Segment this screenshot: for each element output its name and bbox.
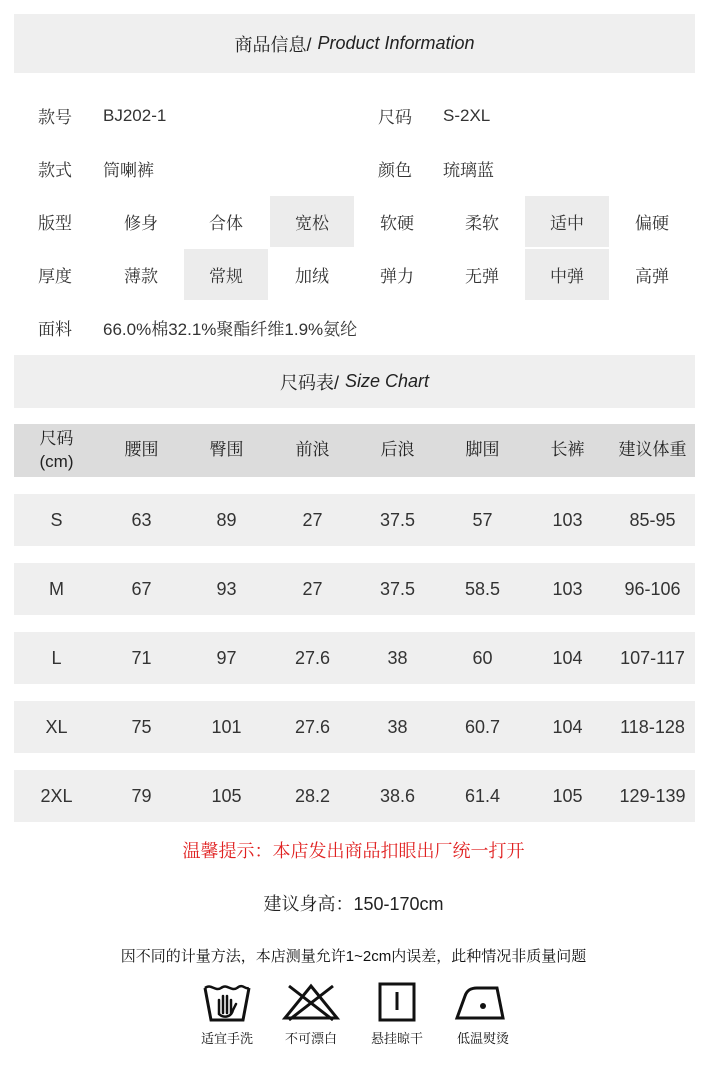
- cell-weight: 118-128: [620, 716, 685, 737]
- cell-hip: 105: [211, 785, 242, 806]
- cell-back-rise: 38.6: [379, 785, 416, 806]
- cell-front-rise: 27: [302, 509, 323, 530]
- table-row: [14, 494, 695, 546]
- cell-leg-opening: 60: [472, 647, 493, 668]
- size-label: 尺码: [378, 108, 412, 127]
- fit-option-slim: 修身: [124, 214, 158, 233]
- color-value: 琉璃蓝: [443, 161, 494, 180]
- cell-front-rise: 27.6: [294, 647, 331, 668]
- care-no-bleach: [266, 980, 356, 1047]
- stretch-label: 弹力: [380, 267, 414, 286]
- stretch-option-none: 无弹: [465, 267, 499, 286]
- product-info-title-cn: 商品信息/: [234, 34, 312, 55]
- table-row: [14, 632, 695, 684]
- care-no-bleach-label: 不可漂白: [284, 1031, 337, 1046]
- cell-hip: 93: [216, 578, 237, 599]
- info-row-fit: [14, 196, 695, 247]
- size-chart-header: [14, 355, 695, 408]
- cell-front-rise: 27.6: [294, 716, 331, 737]
- cell-back-rise: 38: [387, 647, 408, 668]
- stretch-option-high: 高弹: [635, 267, 669, 286]
- care-hang-dry: [352, 980, 442, 1047]
- column-header-front-rise: 前浪: [295, 440, 330, 460]
- cell-weight: 129-139: [619, 785, 686, 806]
- cell-leg-opening: 60.7: [464, 716, 501, 737]
- care-hand-wash: [182, 980, 272, 1047]
- hardness-option-soft: 柔软: [465, 214, 499, 233]
- table-row: [14, 701, 695, 753]
- style-value: 筒喇裤: [103, 161, 154, 180]
- product-info-header: [14, 14, 695, 73]
- cell-size: XL: [45, 716, 68, 737]
- product-info-title-en: Product Information: [317, 33, 475, 53]
- size-table-header: [14, 424, 695, 477]
- care-low-iron-label: 低温熨烫: [456, 1031, 509, 1046]
- cell-hip: 101: [211, 716, 242, 737]
- column-header-waist: 腰围: [124, 440, 159, 460]
- hardness-option-medium-selected: 适中: [525, 196, 609, 247]
- thickness-option-regular-selected: 常规: [184, 249, 268, 300]
- cell-size: S: [50, 509, 63, 530]
- fabric-label: 面料: [38, 320, 72, 339]
- column-header-hip: 臀围: [209, 440, 244, 460]
- cell-waist: 79: [131, 785, 152, 806]
- cell-front-rise: 28.2: [294, 785, 331, 806]
- cell-leg-opening: 57: [472, 509, 493, 530]
- cell-leg-opening: 58.5: [464, 578, 501, 599]
- care-hand-wash-label: 适宜手洗: [200, 1031, 253, 1046]
- cell-weight: 85-95: [629, 509, 676, 530]
- cell-length: 105: [552, 785, 583, 806]
- hardness-label: 软硬: [380, 214, 414, 233]
- style-no-label: 款号: [38, 108, 72, 127]
- hand-wash-icon: [199, 980, 255, 1024]
- recommended-height: 建议身高：150-170cm: [263, 894, 444, 914]
- column-header-length: 长裤: [550, 440, 585, 460]
- fabric-value: 66.0%棉32.1%聚酯纤维1.9%氨纶: [103, 320, 358, 339]
- fit-option-regular: 合体: [209, 214, 243, 233]
- warning-notice: 温馨提示：本店发出商品扣眼出厂统一打开: [182, 841, 525, 861]
- cell-length: 103: [552, 578, 583, 599]
- cell-size: M: [49, 578, 64, 599]
- cell-hip: 97: [216, 647, 237, 668]
- table-row: [14, 770, 695, 822]
- cell-back-rise: 37.5: [379, 578, 416, 599]
- column-header-leg-opening: 脚围: [465, 440, 500, 460]
- cell-back-rise: 38: [387, 716, 408, 737]
- info-row-style: [14, 143, 695, 194]
- hardness-option-hard: 偏硬: [635, 214, 669, 233]
- cell-length: 104: [552, 716, 583, 737]
- stretch-option-medium-selected: 中弹: [525, 249, 609, 300]
- cell-front-rise: 27: [302, 578, 323, 599]
- fit-label: 版型: [38, 214, 72, 233]
- cell-waist: 67: [131, 578, 152, 599]
- style-no-value: BJ202-1: [103, 105, 167, 125]
- color-label: 颜色: [378, 161, 412, 180]
- low-iron-icon: [453, 980, 513, 1024]
- cell-size: 2XL: [40, 785, 73, 806]
- no-bleach-icon: [281, 980, 341, 1024]
- column-header-weight: 建议体重: [618, 440, 687, 460]
- cell-leg-opening: 61.4: [464, 785, 501, 806]
- style-label: 款式: [38, 161, 72, 180]
- table-row: [14, 563, 695, 615]
- column-header-size: 尺码 (cm): [39, 428, 74, 471]
- info-row-style-no: [14, 90, 695, 141]
- size-chart-title-cn: 尺码表/: [279, 372, 339, 393]
- hang-dry-icon: [375, 980, 419, 1024]
- cell-hip: 89: [216, 509, 237, 530]
- thickness-option-fleece: 加绒: [295, 267, 329, 286]
- size-range-value: S-2XL: [443, 105, 491, 125]
- cell-waist: 75: [131, 716, 152, 737]
- care-hang-dry-label: 悬挂晾干: [370, 1031, 423, 1046]
- cell-length: 104: [552, 647, 583, 668]
- thickness-label: 厚度: [38, 267, 72, 286]
- column-header-back-rise: 后浪: [380, 440, 415, 460]
- cell-weight: 107-117: [620, 647, 685, 668]
- cell-back-rise: 37.5: [379, 509, 416, 530]
- cell-waist: 63: [131, 509, 152, 530]
- care-low-iron: [438, 980, 528, 1047]
- cell-weight: 96-106: [624, 578, 681, 599]
- info-row-thickness: [14, 249, 695, 300]
- info-row-fabric: [14, 302, 695, 353]
- thickness-option-thin: 薄款: [124, 267, 158, 286]
- measurement-disclaimer: 因不同的计量方法，本店测量允许1~2cm内误差，此种情况非质量问题: [120, 948, 587, 965]
- cell-length: 103: [552, 509, 583, 530]
- cell-waist: 71: [131, 647, 152, 668]
- size-chart-title-en: Size Chart: [344, 371, 430, 391]
- cell-size: L: [51, 647, 62, 668]
- fit-option-loose-selected: 宽松: [270, 196, 354, 247]
